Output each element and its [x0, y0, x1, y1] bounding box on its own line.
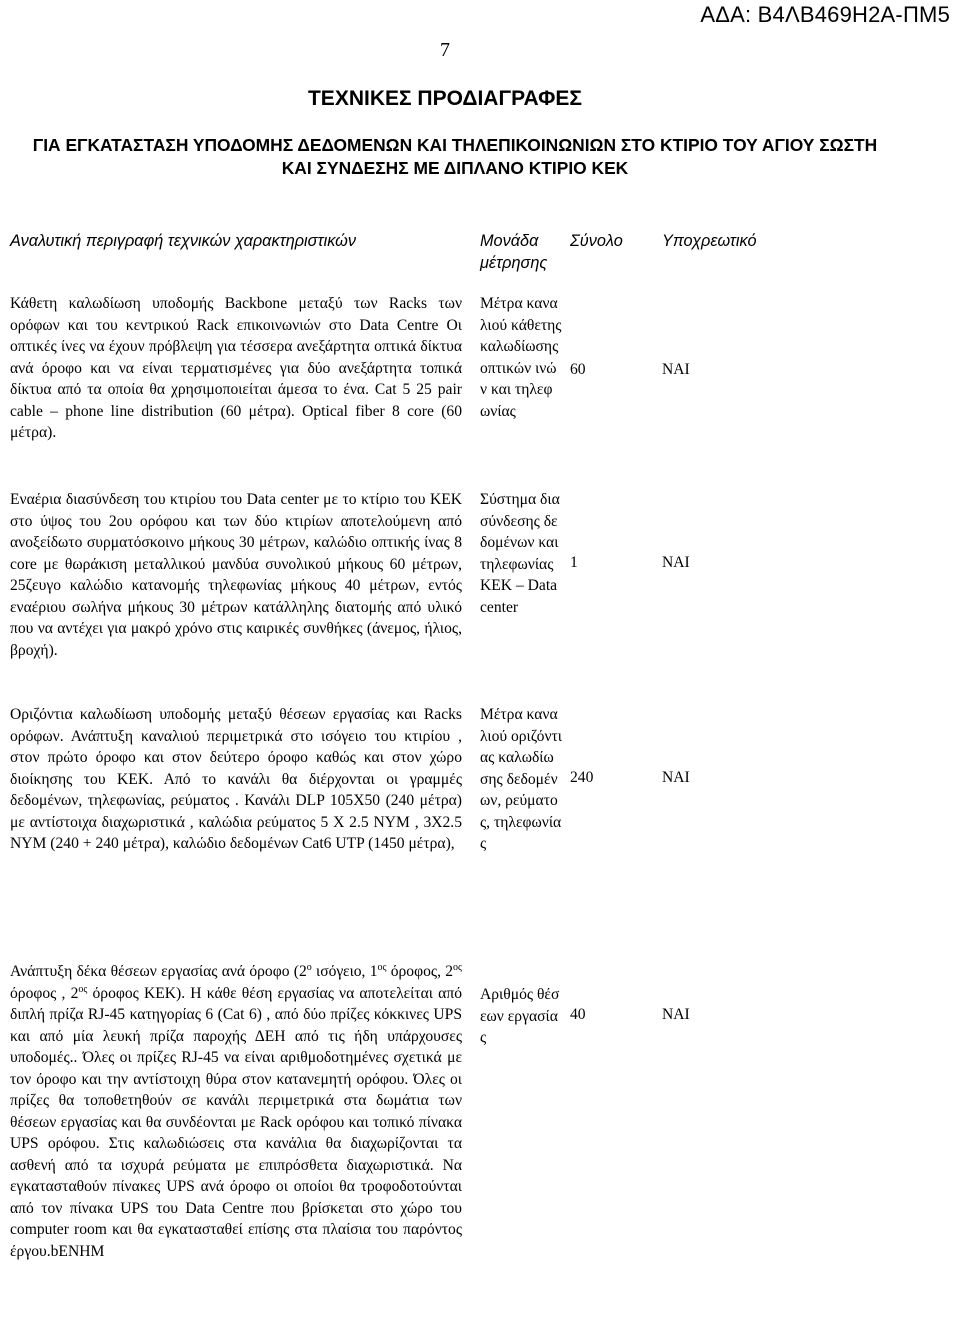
column-header-description: Αναλυτική περιγραφή τεχνικών χαρακτηριστικών	[10, 232, 356, 250]
row-description: Οριζόντια καλωδίωση υποδομής μεταξύ θέσεων εργασίας και Racks ορόφων. Ανάπτυξη καναλιού περιμετρικά στο ισόγειο του κτιρίου , στον πρώτο όροφο και στον δεύτερο όροφο καθώς και στον χώρο διοίκησης του ΚΕΚ. Από το κανάλι θα διέρχονται οι γραμμές δεδομένων, τηλεφωνίας, ρεύματος . Κανάλι DLP 105X50 (240 μέτρα) με αντίστοιχα διαχωριστικά , καλώδια ρεύματος 5 X 2.5 NYM , 3X2.5 NYM (240 + 240 μέτρα), καλώδιο δεδομένων Cat6 UTP (1450 μέτρα),	[10, 706, 462, 852]
row-unit: Μέτρα καναλιού οριζόντιας καλωδίωσης δεδομένων, ρεύματος, τηλεφωνίας	[480, 706, 562, 852]
row-required: ΝΑΙ	[662, 361, 690, 378]
document-title: ΤΕΧΝΙΚΕΣ ΠΡΟΔΙΑΓΡΑΦΕΣ	[307, 87, 582, 110]
row-required: ΝΑΙ	[662, 769, 690, 786]
row-unit: Μέτρα καναλιού κάθετης καλωδίωσης οπτικών ινών και τηλεφωνίας	[480, 295, 562, 420]
row-required: ΝΑΙ	[662, 1006, 690, 1023]
row-description: Ανάπτυξη δέκα θέσεων εργασίας ανά όροφο ($2^o$ ισόγειο, $1^{o\varsigma}$ όροφος, $2^{o\varsigma}$ όροφος , $2^{o\varsigma}$ όροφος ΚΕΚ). Η κάθε θέση εργασίας να αποτελείται από διπλή πρίζα RJ-45 κατηγορίας 6 (Cat 6) , από δύο πρίζες κόκκινες UPS και από μία λευκή πρίζα παροχής ΔΕΗ από τις ήδη υπάρχουσες υποδομές.. Όλες οι πρίζες RJ-45 να είναι αριθμοδοτημένες σχετικά με τον όροφο και την αντίστοιχη θύρα στον κατανεμητή ορόφου. Όλες οι πρίζες θα τοποθετηθούν σε κανάλι περιμετρικά στα δωμάτια των θέσεων εργασίας και θα συνδέονται με Rack ορόφου και τοπικό πίνακα UPS ορόφου. Στις καλωδιώσεις στα κανάλια θα διαχωρίζονται τα ασθενή από τα ισχυρά ρεύματα με επιπρόσθετα διαχωριστικά. Να εγκατασταθούν πίνακες UPS ανά όροφο οι οποίοι θα τροφοδοτούνται από τον πίνακα UPS του Data Centre που βρίσκεται στο χώρο του computer room και θα εγκατασταθεί επίσης στα πλαίσια του παρόντος έργου.bENHM	[10, 961, 463, 1260]
row-total: 40	[570, 1006, 586, 1023]
column-header-unit: Μονάδα μέτρησης	[480, 232, 548, 272]
ada-code: ΑΔΑ: Β4ΛΒ469Η2Α-ΠΜ5	[700, 2, 950, 27]
column-header-total: Σύνολο	[570, 232, 623, 250]
row-required: ΝΑΙ	[662, 554, 690, 571]
row-total: 1	[570, 554, 578, 571]
column-header-required: Υποχρεωτικό	[662, 232, 757, 250]
row-description: Κάθετη καλωδίωση υποδομής Backbone μεταξύ των Racks των ορόφων και του κεντρικού Rack επικοινωνιών στο Data Centre Οι οπτικές ίνες να έχουν πρόβλεψη για τέσσερα ανεξάρτητα οπτικά δίκτυα ανά όροφο και να είναι τερματισμένες για δύο ανεξάρτητα τοπικά δίκτυα από τα οποία θα χρησιμοποιείται άμεσα το ένα. Cat 5 25 pair cable – phone line distribution (60 μέτρα). Optical fiber 8 core (60 μέτρα).	[10, 295, 462, 441]
page-number: 7	[440, 39, 450, 61]
row-total: 60	[570, 361, 586, 378]
row-total: 240	[570, 769, 594, 786]
row-unit: Αριθμός θέσεων εργασίας	[480, 986, 560, 1046]
row-unit: Σύστημα διασύνδεσης δεδομένων και τηλεφωνίας ΚΕΚ – Datacenter	[480, 491, 560, 616]
row-description: Εναέρια διασύνδεση του κτιρίου του Data center με το κτίριο του ΚΕΚ στο ύψος του 2ου ορόφου και των δύο κτιρίων αποτελούμενη από ανοξείδωτο συρματόσκοινο μήκους 30 μέτρων, καλώδιο οπτικής ίνας 8 core με θωράκιση μεταλλικού μανδύα συνολικού μήκους 60 μέτρων, 25ζευγο καλώδιο κατανομής τηλεφωνίας μήκους 40 μέτρων, εντός εναέριου σωλήνα μήκους 30 μέτρων κατάλληλης διατομής από υλικό που να αντέχει για μακρό χρόνο στις καιρικές συνθήκες (άνεμος, ήλιος, βροχή).	[10, 491, 462, 659]
document-subtitle: ΓΙΑ ΕΓΚΑΤΑΣΤΑΣΗ ΥΠΟΔΟΜΗΣ ΔΕΔΟΜΕΝΩΝ ΚΑΙ ΤΗΛΕΠΙΚΟΙΝΩΝΙΩΝ ΣΤΟ ΚΤΙΡΙΟ ΤΟΥ ΑΓΙΟΥ ΣΩΣΤΗ ΚΑΙ ΣΥΝΔΕΣΗΣ ΜΕ ΔΙΠΛΑΝΟ ΚΤΙΡΙΟ ΚΕΚ	[32, 135, 878, 178]
